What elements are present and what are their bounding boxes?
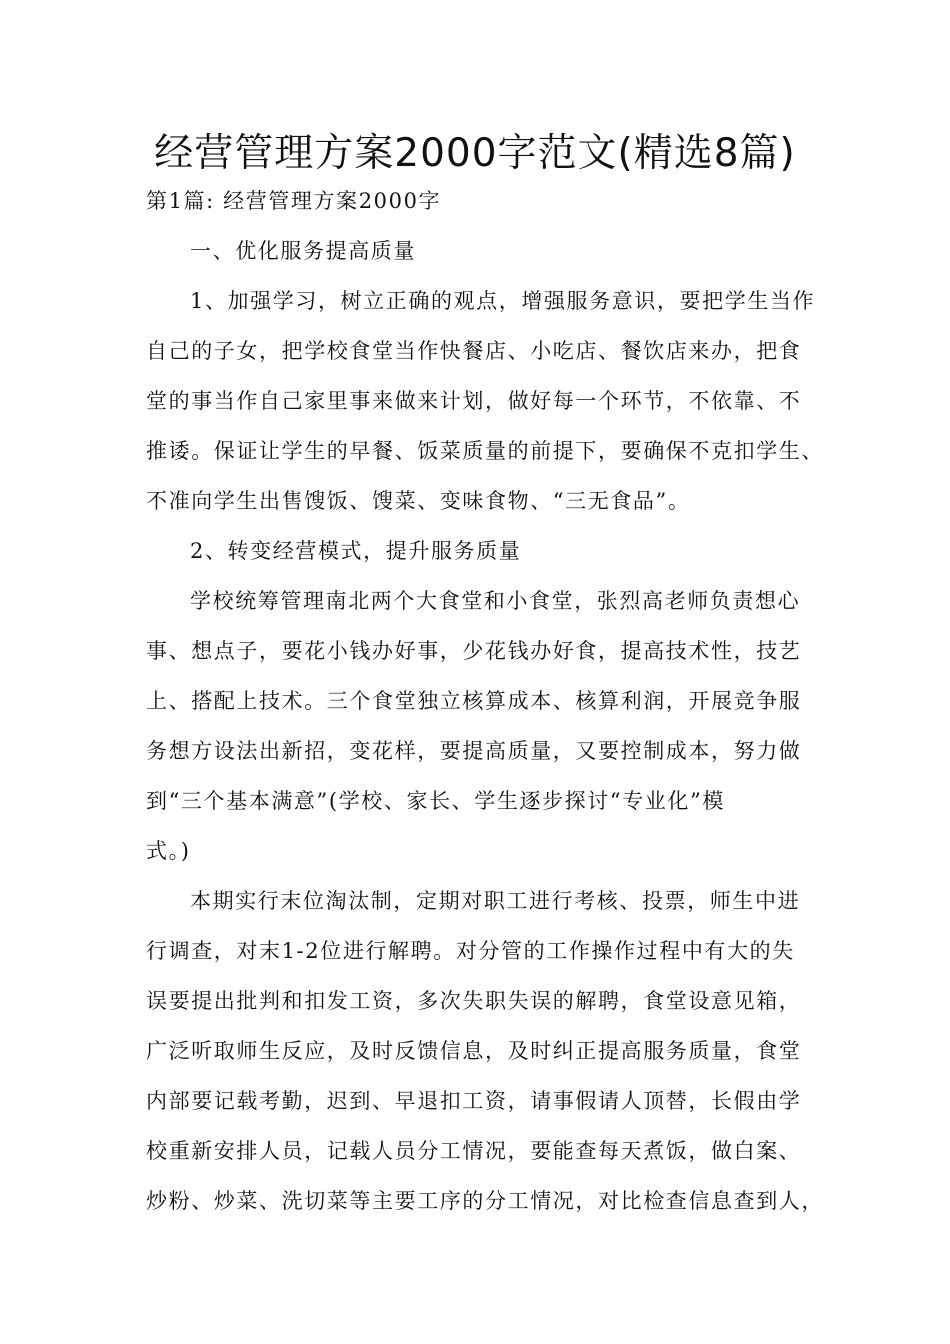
section-heading: 一、优化服务提高质量 — [190, 239, 416, 263]
paragraph-line: 自己的子女，把学校食堂当作快餐店、小吃店、餐饮店来办，把食 — [146, 339, 802, 363]
paragraph-line: 广泛听取师生反应，及时反馈信息，及时纠正提高服务质量，食堂 — [146, 1039, 802, 1063]
paragraph-line: 炒粉、炒菜、洗切菜等主要工序的分工情况，对比检查信息查到人， — [146, 1189, 824, 1213]
paragraph-line: 上、搭配上技术。三个食堂独立核算成本、核算利润，开展竞争服 — [146, 689, 802, 713]
paragraph-line: 校重新安排人员，记载人员分工情况，要能查每天煮饭，做白案、 — [146, 1139, 802, 1163]
paragraph-line: 本期实行末位淘汰制，定期对职工进行考核、投票，师生中进 — [190, 889, 801, 913]
paragraph-line: 务想方设法出新招，变花样，要提高质量，又要控制成本，努力做 — [146, 739, 802, 763]
paragraph-line: 堂的事当作自己家里事来做来计划，做好每一个环节，不依靠、不 — [146, 389, 802, 413]
paragraph-line: 不准向学生出售馊饭、馊菜、变味食物、“三无食品”。 — [146, 489, 691, 513]
paragraph-line: 式。) — [146, 839, 191, 863]
paragraph-line: 误要提出批判和扣发工资，多次失职失误的解聘，食堂设意见箱， — [146, 989, 802, 1013]
paragraph-line: 内部要记载考勤，迟到、早退扣工资，请事假请人顶替，长假由学 — [146, 1089, 802, 1113]
paragraph-line: 1、加强学习，树立正确的观点，增强服务意识，要把学生当作 — [190, 289, 816, 313]
document-title: 经营管理方案2000字范文(精选8篇) — [154, 131, 796, 176]
paragraph-line: 推诿。保证让学生的早餐、饭菜质量的前提下，要确保不克扣学生、 — [146, 439, 824, 463]
article-heading: 第1篇: 经营管理方案2000字 — [146, 189, 442, 213]
paragraph-line: 行调查，对末1-2位进行解聘。对分管的工作操作过程中有大的失 — [146, 939, 795, 963]
paragraph-line: 学校统筹管理南北两个大食堂和小食堂，张烈高老师负责想心 — [190, 589, 801, 613]
section-heading: 2、转变经营模式，提升服务质量 — [190, 539, 522, 563]
paragraph-line: 事、想点子，要花小钱办好事，少花钱办好食，提高技术性，技艺 — [146, 639, 802, 663]
paragraph-line: 到“三个基本满意”(学校、家长、学生逐步探讨“专业化”模 — [146, 789, 725, 813]
